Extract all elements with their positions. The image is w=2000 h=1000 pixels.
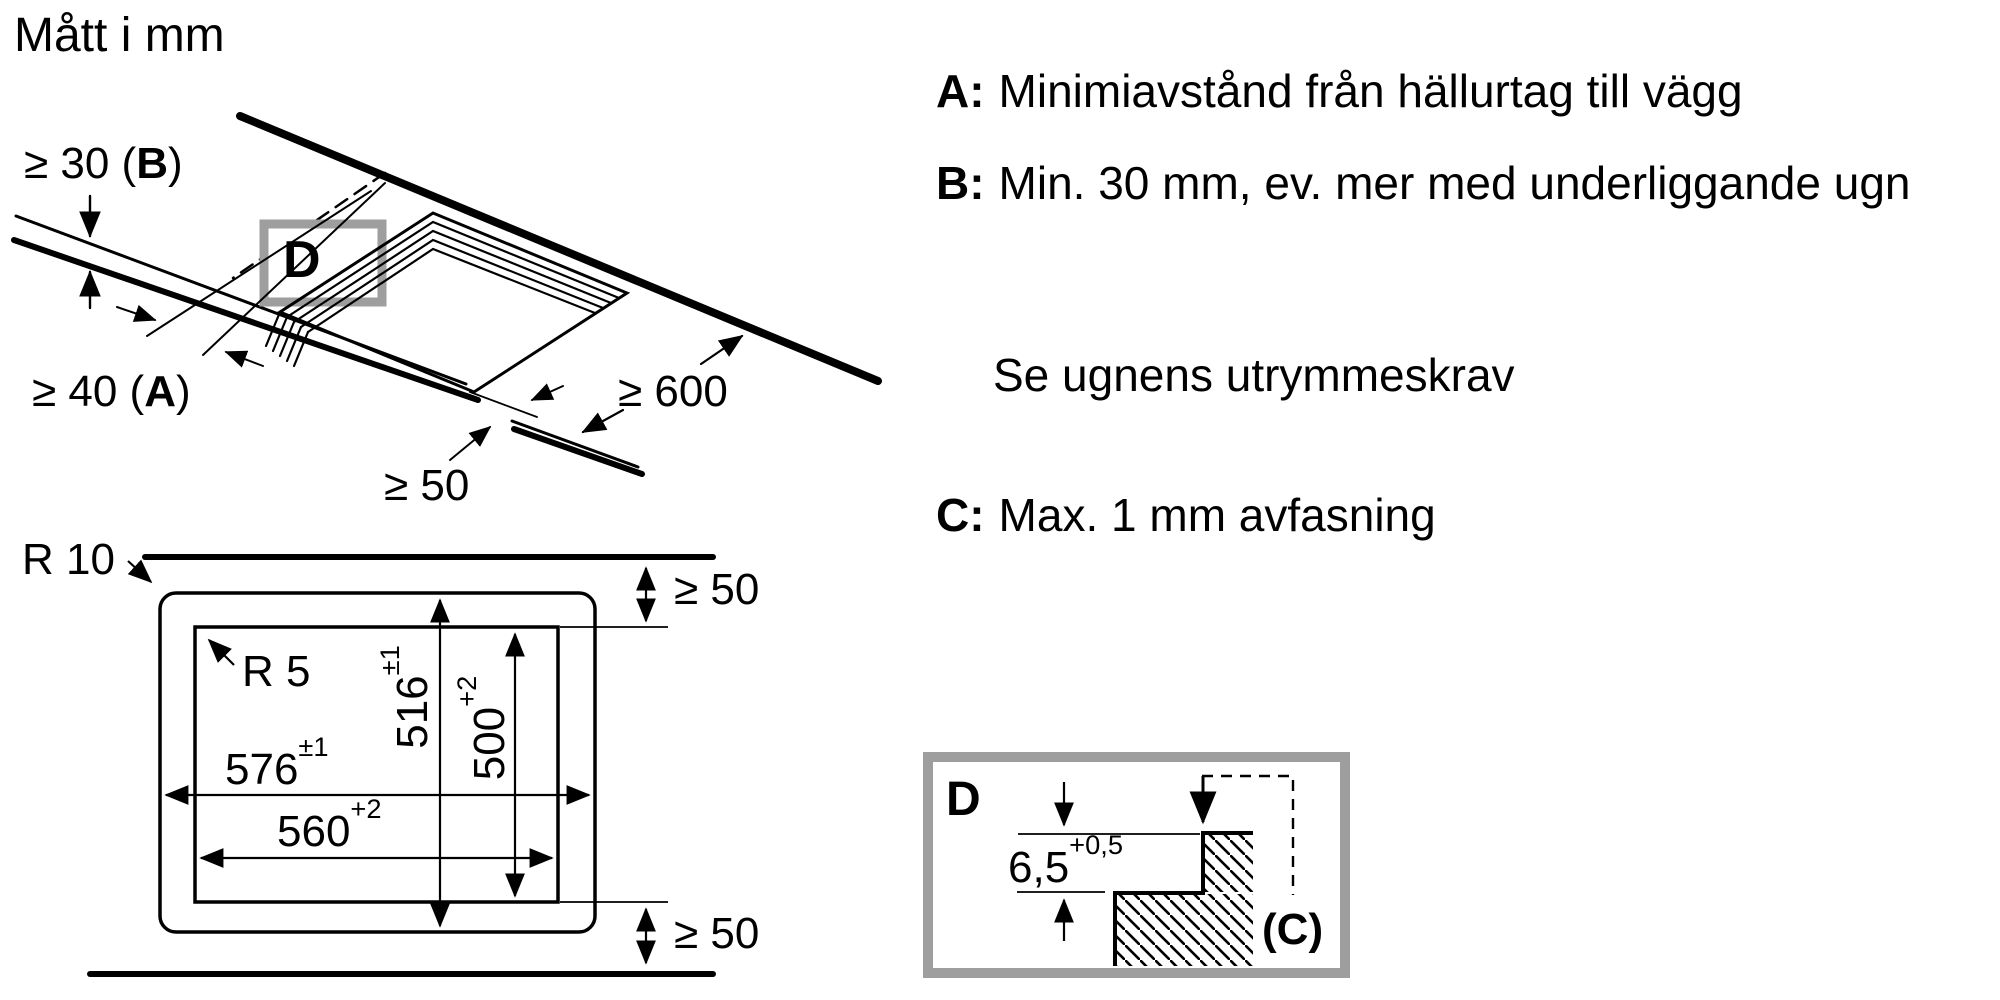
plan-dim-516-label [374, 645, 437, 749]
iso-dim-b-suffix: ) [167, 139, 183, 188]
plan-576-value: 576 [225, 745, 299, 794]
note-b-key: B: [936, 157, 985, 209]
note-b-text: Min. 30 mm, ev. mer med underliggande ugn [998, 157, 1911, 209]
plan-r5-label: R 5 [242, 647, 311, 696]
detail-chamfer-label [1262, 905, 1324, 954]
iso-dim-b-prefix: ≥ 30 ( [24, 139, 137, 188]
plan-dim-50-top-label: ≥ 50 [674, 565, 760, 614]
plan-560-tolerance: +2 [350, 793, 382, 825]
plan-576-tolerance: ±1 [298, 731, 329, 763]
detail-step-value: 6,5 [1008, 843, 1070, 892]
plan-560-value: 560 [277, 807, 351, 856]
plan-516-tolerance: ±1 [374, 645, 406, 676]
plan-r10-leader [128, 561, 151, 582]
iso-dim-a-label [32, 367, 191, 416]
plan-extension-lines [560, 627, 668, 902]
detail-marker-label: D [946, 773, 981, 826]
note-c [936, 489, 1436, 541]
note-b [936, 157, 1911, 209]
plan-516-value: 516 [388, 675, 437, 749]
iso-dim-a-prefix: ≥ 40 ( [32, 367, 145, 416]
plan-r10-label: R 10 [22, 535, 115, 584]
iso-detail-marker: D [283, 231, 321, 289]
iso-dim-b-label [24, 139, 183, 188]
detail-chamfer-prefix: ( [1262, 905, 1277, 954]
plan-dim-500-label [451, 675, 514, 781]
plan-500-tolerance: +2 [451, 675, 483, 707]
iso-dim-a-suffix: ) [175, 367, 191, 416]
page-title: Mått i mm [14, 9, 225, 62]
detail-hatch-upper [1205, 834, 1253, 892]
iso-dim-a-letter: A [144, 367, 176, 416]
detail-chamfer-suffix: ) [1308, 905, 1324, 954]
detail-hatch-lower [1116, 894, 1253, 966]
plan-500-value: 500 [465, 706, 514, 781]
detail-step-label [1008, 829, 1123, 892]
plan-view [90, 557, 713, 974]
note-a-text: Minimiavstånd från hällurtag till vägg [998, 65, 1743, 117]
iso-detail-callout-box [264, 224, 382, 302]
iso-dim-600-label: ≥ 600 [618, 367, 728, 416]
note-a [936, 65, 1743, 117]
note-a-key: A: [936, 65, 985, 117]
detail-chamfer-letter: C [1276, 905, 1309, 954]
iso-dim-b-letter: B [136, 139, 168, 188]
note-oven: Se ugnens utrymmeskrav [993, 349, 1515, 401]
detail-step-tolerance: +0,5 [1069, 829, 1123, 861]
plan-dim-50-bottom-label: ≥ 50 [674, 909, 760, 958]
note-c-text: Max. 1 mm avfasning [998, 489, 1436, 541]
plan-r5-leader [209, 640, 234, 665]
plan-dim-576-label [225, 731, 329, 794]
plan-dim-560-label [277, 793, 382, 856]
iso-dim-50-label: ≥ 50 [384, 461, 470, 510]
note-c-key: C: [936, 489, 985, 541]
